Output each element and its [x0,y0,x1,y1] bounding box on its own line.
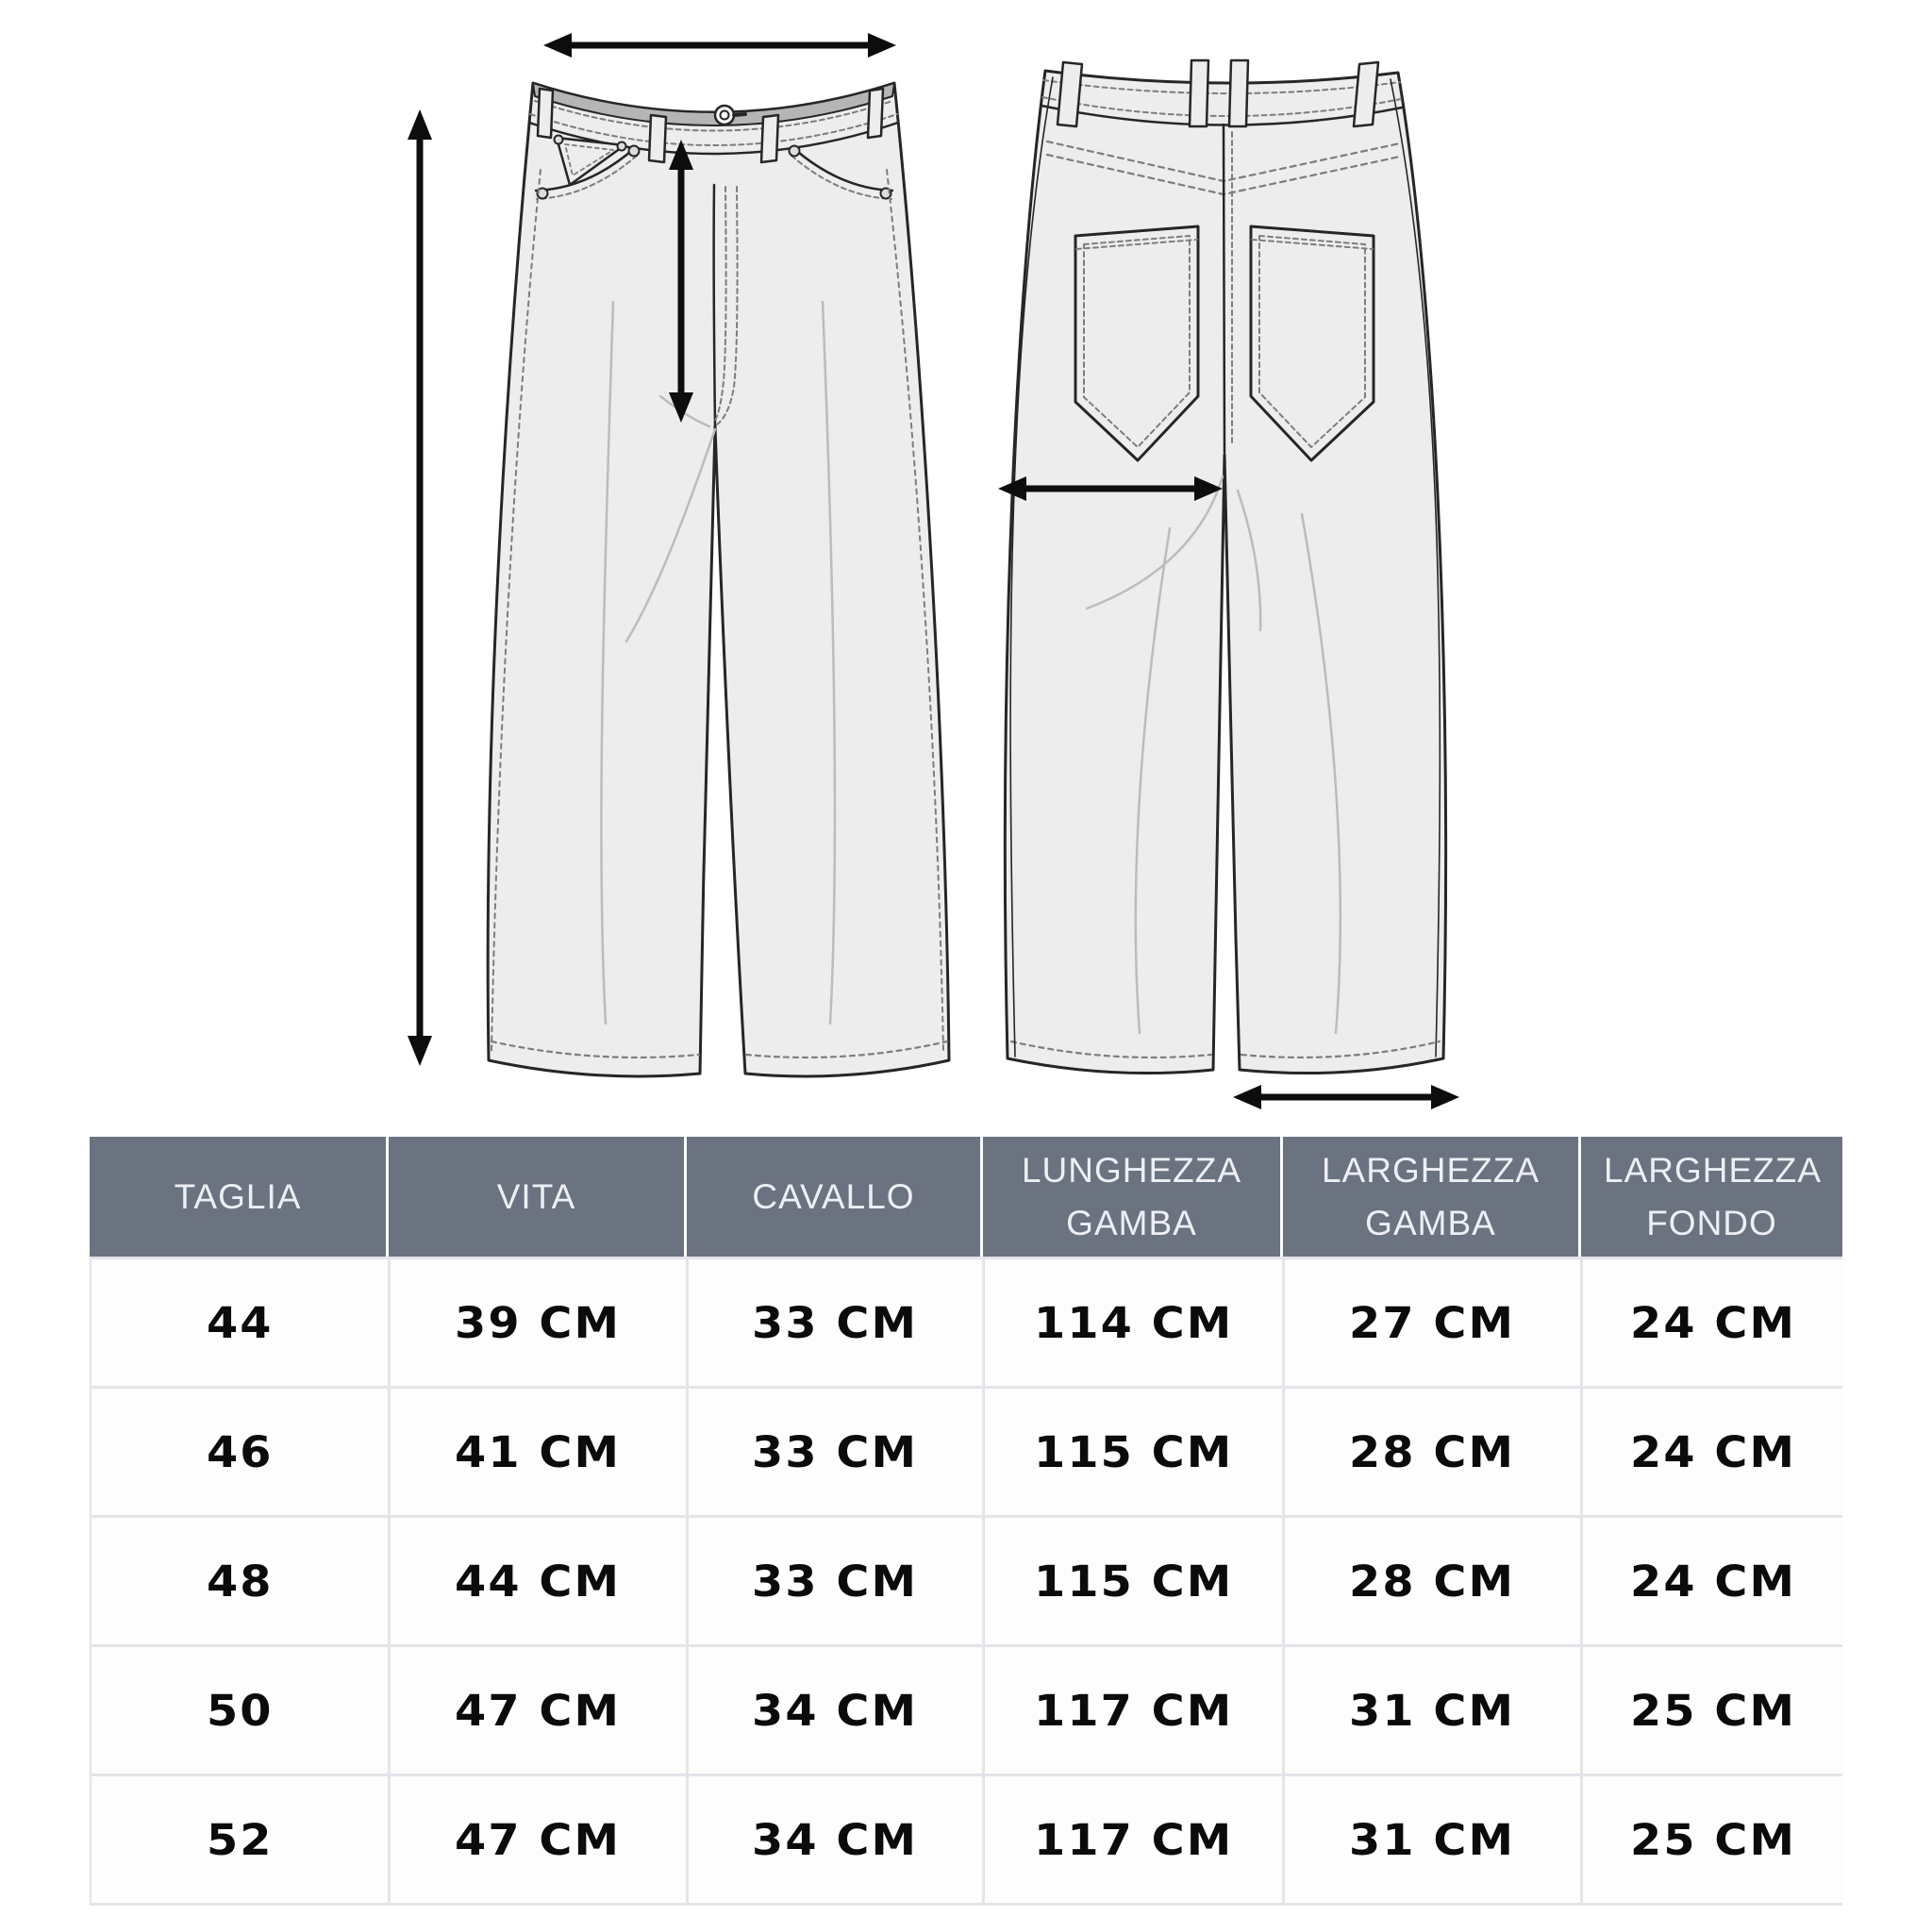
cell-cavallo: 34 CM [689,1776,982,1903]
cell-larghezza-fondo: 24 CM [1583,1389,1844,1515]
cell-cavallo: 33 CM [689,1259,982,1386]
header-cell-taglia: TAGLIA [90,1137,386,1257]
cell-cavallo: 34 CM [689,1647,982,1774]
cell-taglia: 44 [92,1259,388,1386]
header-cell-lunghezza-gamba: LUNGHEZZA GAMBA [983,1137,1280,1257]
cell-taglia: 52 [92,1776,388,1903]
cell-larghezza-fondo: 25 CM [1583,1776,1844,1903]
cell-larghezza-gamba: 31 CM [1285,1776,1580,1903]
header-cell-larghezza-gamba: LARGHEZZA GAMBA [1283,1137,1578,1257]
header-cell-larghezza-fondo: LARGHEZZA FONDO [1581,1137,1842,1257]
cell-lunghezza-gamba: 117 CM [985,1647,1282,1774]
header-cell-cavallo: CAVALLO [687,1137,980,1257]
cell-larghezza-fondo: 24 CM [1583,1518,1844,1644]
header-cell-vita: VITA [389,1137,684,1257]
pants-back-view [1005,60,1445,1074]
cell-larghezza-fondo: 25 CM [1583,1647,1844,1774]
cell-vita: 41 CM [391,1389,686,1515]
back-silhouette [1005,71,1445,1074]
front-silhouette [488,83,949,1076]
cell-larghezza-gamba: 28 CM [1285,1389,1580,1515]
cell-vita: 47 CM [391,1647,686,1774]
cell-vita: 39 CM [391,1259,686,1386]
pants-front-view [488,83,949,1076]
cell-larghezza-gamba: 28 CM [1285,1518,1580,1644]
cell-larghezza-gamba: 27 CM [1285,1259,1580,1386]
cell-cavallo: 33 CM [689,1389,982,1515]
cell-vita: 47 CM [391,1776,686,1903]
cell-larghezza-gamba: 31 CM [1285,1647,1580,1774]
cell-lunghezza-gamba: 115 CM [985,1389,1282,1515]
cell-taglia: 46 [92,1389,388,1515]
cell-lunghezza-gamba: 114 CM [985,1259,1282,1386]
cell-vita: 44 CM [391,1518,686,1644]
waist-width-arrow-icon [543,33,896,58]
cell-taglia: 50 [92,1647,388,1774]
size-table-body [90,1257,1842,1906]
size-table [90,1137,1842,1906]
total-length-arrow-icon [408,109,432,1066]
cell-cavallo: 33 CM [689,1518,982,1644]
size-table-header-row [90,1137,1842,1257]
cell-lunghezza-gamba: 117 CM [985,1776,1282,1903]
front-center-seam [714,185,715,426]
hem-width-arrow-icon [1233,1085,1459,1109]
cell-larghezza-fondo: 24 CM [1583,1259,1844,1386]
cell-lunghezza-gamba: 115 CM [985,1518,1282,1644]
cell-taglia: 48 [92,1518,388,1644]
